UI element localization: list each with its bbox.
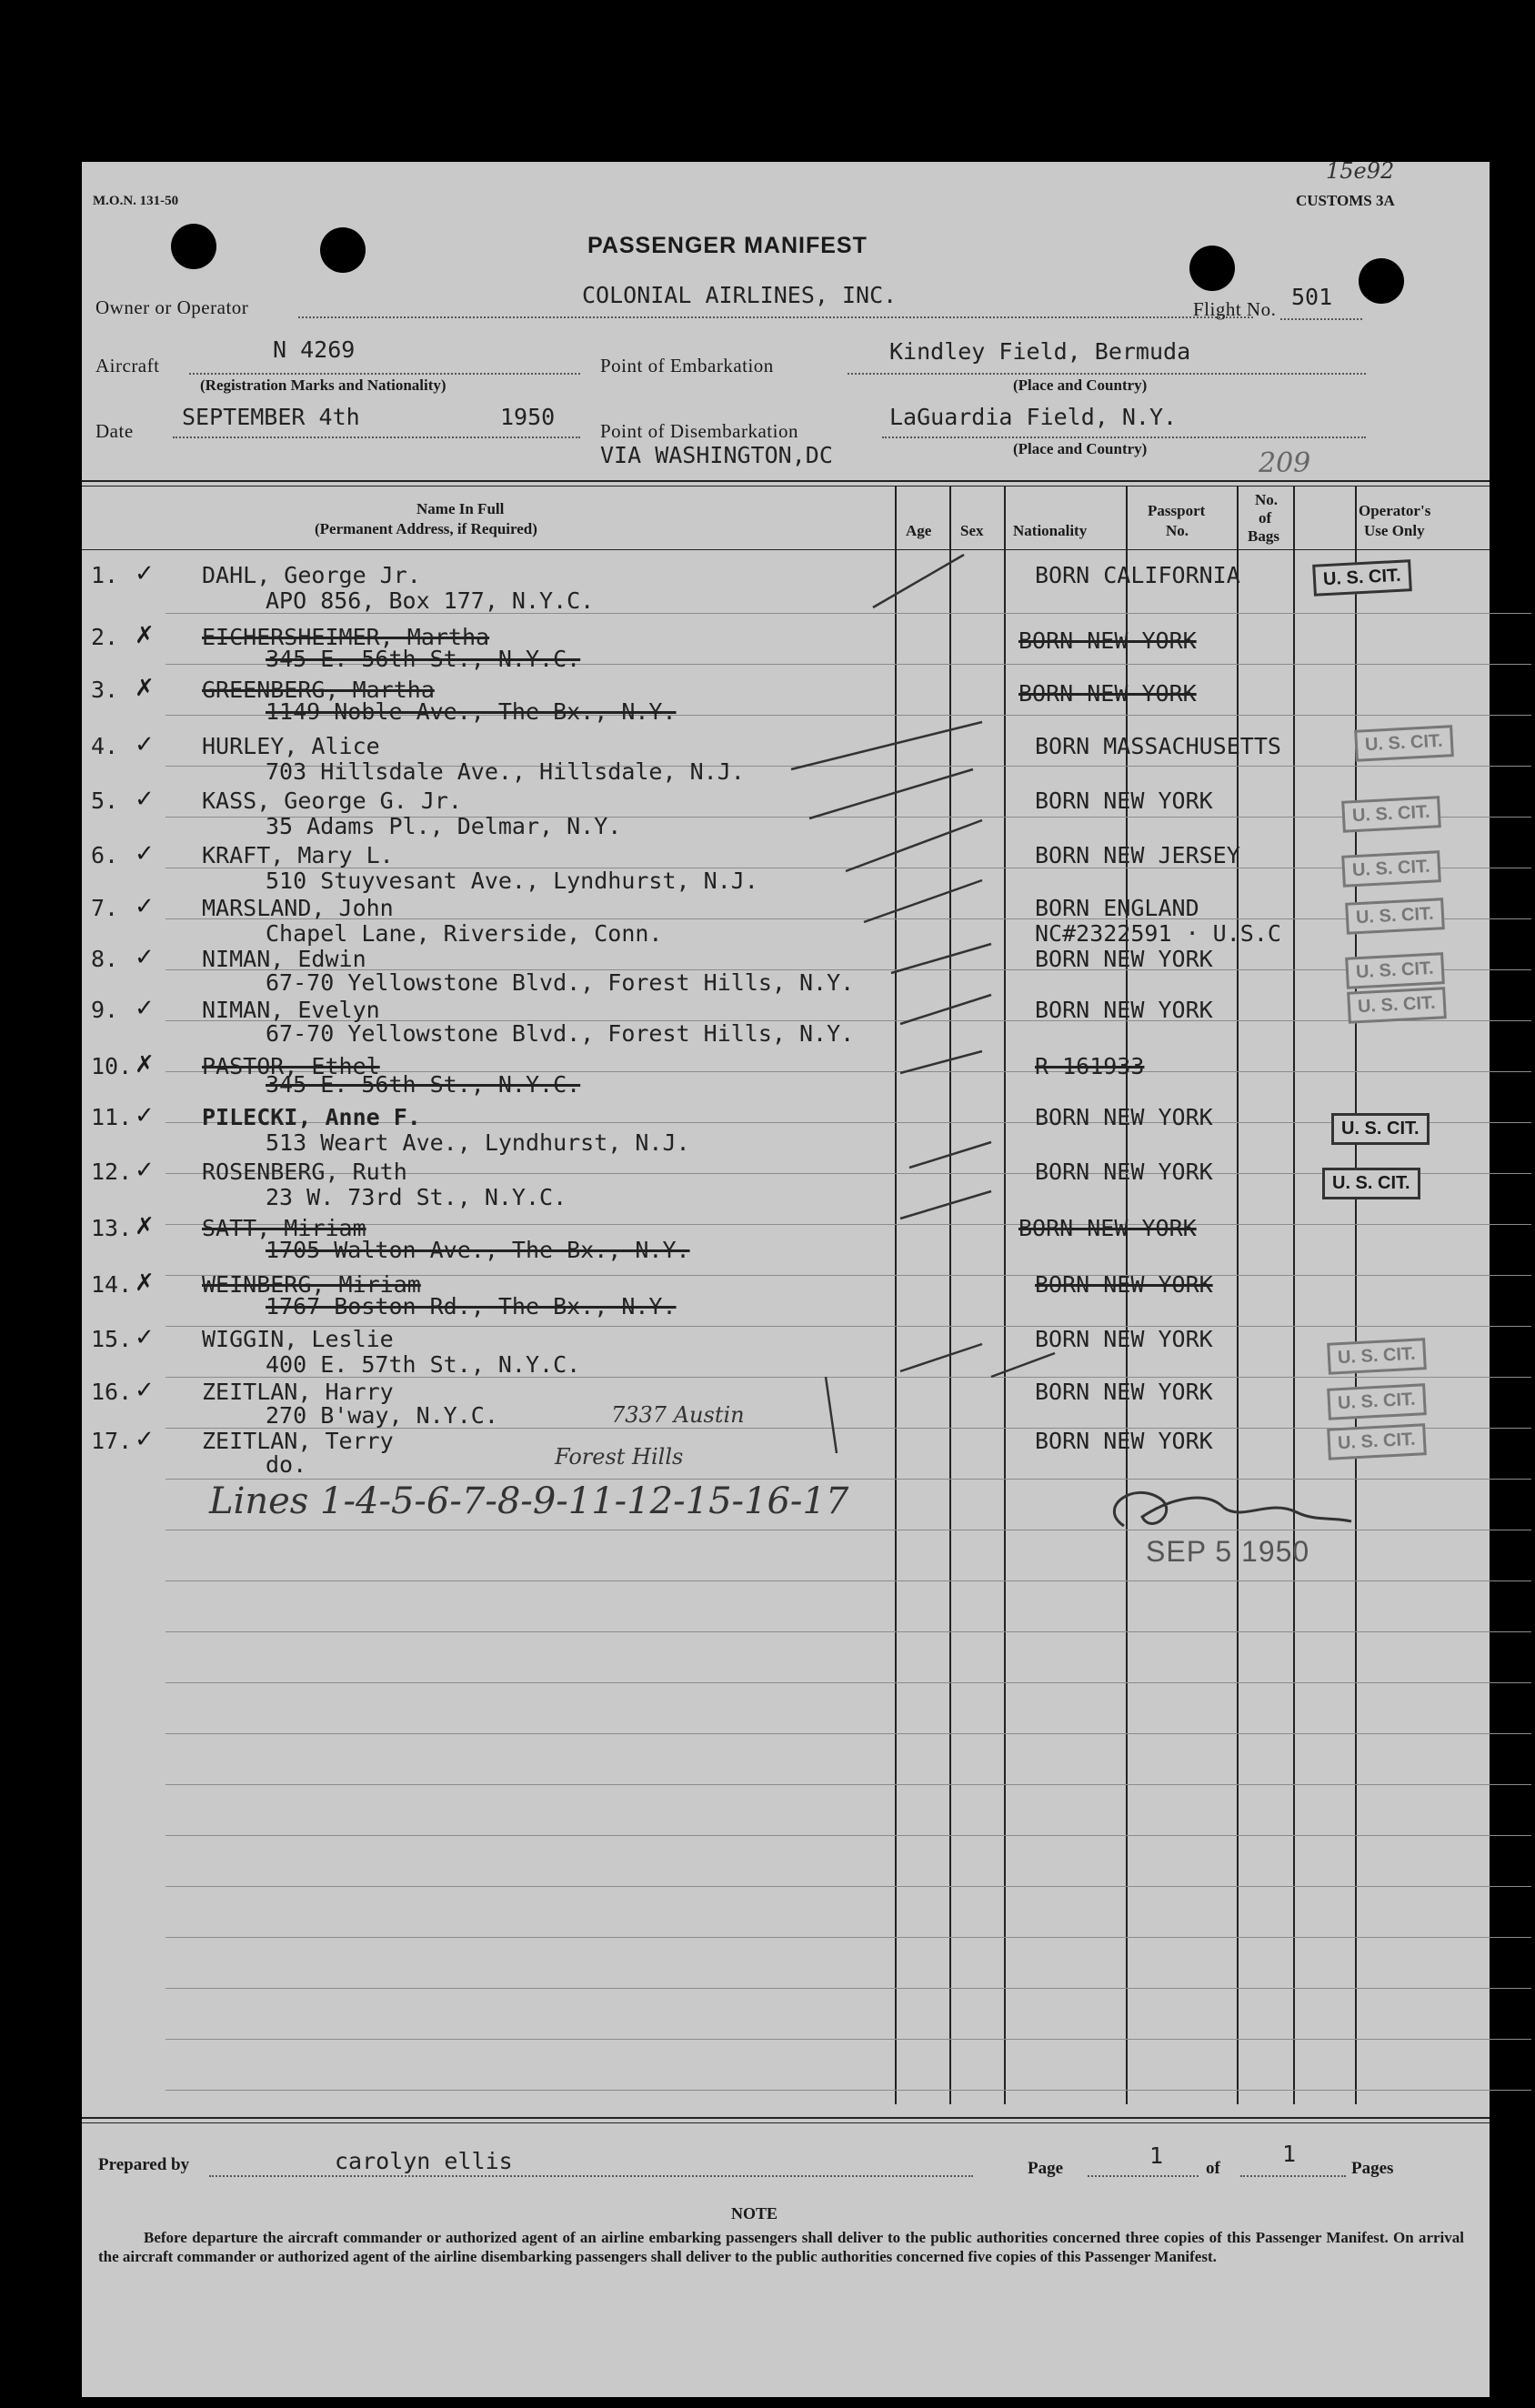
table-row: ✓ 6. KRAFT, Mary L. 510 Stuyvesant Ave., Lyndhurst, N.J. BORN NEW JERSEY U. S. CIT. [82, 842, 1490, 897]
table-row: ✓ 16. ZEITLAN, Harry 270 B'way, N.Y.C. 7337 Austin BORN NEW YORK U. S. CIT. [82, 1379, 1490, 1430]
owner-value: COLONIAL AIRLINES, INC. [582, 282, 898, 308]
column-bags-of: of [1259, 509, 1272, 527]
date-year: 1950 [500, 404, 556, 430]
pages-label: Pages [1351, 2159, 1394, 2178]
row-number: 11. [91, 1104, 133, 1130]
passenger-name: GREENBERG, Martha [202, 677, 435, 703]
passenger-name: ZEITLAN, Harry [202, 1379, 394, 1405]
prepared-by-value: carolyn ellis [335, 2148, 513, 2174]
passenger-name: ZEITLAN, Terry [202, 1428, 394, 1454]
passenger-name: WEINBERG, Miriam [202, 1271, 421, 1298]
passenger-name: KRAFT, Mary L. [202, 842, 394, 868]
row-number: 5. [91, 788, 119, 814]
us-citizen-stamp: U. S. CIT. [1327, 1423, 1426, 1460]
manifest-paper [82, 158, 1490, 2397]
us-citizen-stamp: U. S. CIT. [1347, 987, 1446, 1024]
embarkation-label: Point of Embarkation [600, 355, 774, 376]
aircraft-subtitle: (Registration Marks and Nationality) [200, 376, 446, 394]
passenger-address: 1767 Boston Rd., The Bx., N.Y. [266, 1293, 677, 1319]
table-row: ✓ 1. DAHL, George Jr. APO 856, Box 177, N.Y.C. BORN CALIFORNIA U. S. CIT. [82, 562, 1490, 617]
disembarkation-label: Point of Disembarkation [600, 420, 798, 442]
passenger-nationality: BORN NEW YORK [1035, 1104, 1213, 1130]
page-label: Page [1028, 2159, 1064, 2178]
table-row: ✗ 2. EICHERSHEIMER, Martha 345 E. 56th St., N.Y.C. BORN NEW YORK [91, 622, 1197, 672]
table-row: ✓ 12. ROSENBERG, Ruth 23 W. 73rd St., N.Y.C. BORN NEW YORK U. S. CIT. [82, 1159, 1490, 1213]
note-title: NOTE [731, 2204, 778, 2222]
us-citizen-stamp: U. S. CIT. [1345, 898, 1444, 935]
passenger-name: NIMAN, Edwin [202, 946, 366, 972]
passenger-nationality: BORN NEW YORK [1035, 788, 1213, 814]
row-number: 14. [91, 1271, 133, 1298]
embarkation-value: Kindley Field, Bermuda [889, 338, 1191, 365]
table-row: ✓ 9. NIMAN, Evelyn 67-70 Yellowstone Blvd., Forest Hills, N.Y. BORN NEW YORK U. S. CIT. [82, 997, 1490, 1048]
passenger-address: 513 Weart Ave., Lyndhurst, N.J. [266, 1129, 690, 1156]
column-name-subheader: (Permanent Address, if Required) [315, 520, 537, 537]
passenger-name: NIMAN, Evelyn [202, 997, 380, 1023]
row-number: 17. [91, 1428, 133, 1454]
row-number: 4. [91, 733, 119, 759]
passenger-passport: NC#2322591 · U.S.C [1035, 920, 1281, 947]
row-number: 3. [91, 677, 119, 703]
passenger-name: PILECKI, Anne F. [202, 1104, 421, 1130]
owner-label: Owner or Operator [95, 296, 249, 318]
aircraft-label: Aircraft [95, 355, 160, 376]
passenger-nationality: BORN NEW YORK [1035, 1159, 1213, 1185]
row-number: 1. [91, 562, 119, 588]
flight-value: 501 [1291, 284, 1333, 310]
embarkation-subtitle: (Place and Country) [1013, 376, 1148, 394]
table-row: ✗ 3. GREENBERG, Martha 1149 Noble Ave., The Bx., N.Y. BORN NEW YORK [91, 675, 1197, 725]
passenger-address: 1705 Walton Ave., The Bx., N.Y. [266, 1237, 690, 1263]
us-citizen-stamp: U. S. CIT. [1322, 1168, 1420, 1199]
handwritten-strokes [82, 162, 1490, 1526]
us-citizen-stamp: U. S. CIT. [1345, 952, 1444, 989]
passenger-name: EICHERSHEIMER, Martha [202, 624, 490, 650]
passenger-name: MARSLAND, John [202, 895, 394, 921]
passenger-address: 703 Hillsdale Ave., Hillsdale, N.J. [266, 758, 745, 785]
row-number: 6. [91, 842, 119, 868]
received-date-stamp: SEP 5 1950 [1146, 1535, 1310, 1568]
table-row: ✓ 15. WIGGIN, Leslie 400 E. 57th St., N.Y.C. BORN NEW YORK U. S. CIT. [82, 1326, 1490, 1380]
us-citizen-stamp: U. S. CIT. [1354, 725, 1453, 762]
note-text: Before departure the aircraft commander or authorized agent of an airline embarking passengers shall deliver to the public authorities concerned three copies of this Passenger Manifest. On arrival the aircraft commander or authorized agent of the airline disembarking passengers shall deliver to the public authorities concerned five copies of this Passenger Manifest. [98, 2229, 1464, 2265]
page-title: PASSENGER MANIFEST [587, 233, 868, 258]
passenger-nationality: BORN NEW YORK [1035, 997, 1213, 1023]
us-citizen-stamp: U. S. CIT. [1312, 559, 1411, 597]
column-passport-header: Passport [1148, 502, 1206, 519]
us-citizen-stamp: U. S. CIT. [1341, 850, 1440, 888]
passenger-nationality: BORN NEW YORK [1035, 946, 1213, 972]
passenger-nationality: BORN NEW YORK [1018, 627, 1197, 654]
row-number: 15. [91, 1326, 133, 1352]
of-value: 1 [1282, 2141, 1297, 2167]
via-value: VIA WASHINGTON,DC [600, 442, 833, 468]
row-number: 8. [91, 946, 119, 972]
row-number: 10. [91, 1053, 133, 1079]
signature [1088, 1471, 1360, 1544]
us-citizen-stamp: U. S. CIT. [1341, 796, 1440, 833]
us-citizen-stamp: U. S. CIT. [1327, 1383, 1426, 1420]
passenger-address: Chapel Lane, Riverside, Conn. [266, 920, 663, 947]
column-sex-header: Sex [960, 522, 984, 539]
passenger-nationality: BORN NEW YORK [1035, 1379, 1213, 1405]
us-citizen-stamp: U. S. CIT. [1331, 1113, 1430, 1145]
passenger-name: PASTOR, Ethel [202, 1053, 380, 1079]
column-bags-subheader: Bags [1248, 527, 1279, 545]
passenger-address: 1149 Noble Ave., The Bx., N.Y. [266, 698, 677, 725]
column-passport-subheader: No. [1166, 522, 1189, 539]
passenger-name: SATT, Miriam [202, 1215, 366, 1241]
column-operator-subheader: Use Only [1364, 522, 1425, 539]
row-number: 9. [91, 997, 119, 1023]
table-row: ✓ 17. ZEITLAN, Terry do. Forest Hills BORN NEW YORK U. S. CIT. [82, 1428, 1490, 1479]
passenger-address: 67-70 Yellowstone Blvd., Forest Hills, N.Y. [266, 969, 855, 996]
passenger-name: KASS, George G. Jr. [202, 788, 462, 814]
passenger-nationality: R-161933 [1035, 1053, 1145, 1079]
aircraft-value: N 4269 [273, 336, 356, 363]
page-value: 1 [1149, 2142, 1164, 2169]
corner-handwritten-note: 15e92 [1326, 158, 1395, 184]
form-number: M.O.N. 131-50 [93, 194, 179, 208]
disembarkation-subtitle: (Place and Country) [1013, 440, 1148, 457]
date-label: Date [95, 420, 134, 442]
passenger-nationality: BORN NEW YORK [1018, 1215, 1197, 1241]
handwritten-address: 7337 Austin [611, 1402, 745, 1428]
table-row: ✗ 13. SATT, Miriam 1705 Walton Ave., The Bx., N.Y. BORN NEW YORK [91, 1213, 1197, 1263]
table-row: ✓ 11. PILECKI, Anne F. 513 Weart Ave., Lyndhurst, N.J. BORN NEW YORK U. S. CIT. [82, 1104, 1490, 1159]
customs-form-type: CUSTOMS 3A [1296, 192, 1395, 209]
passenger-nationality: BORN MASSACHUSETTS [1035, 733, 1281, 759]
passenger-nationality: BORN NEW YORK [1035, 1326, 1213, 1352]
table-row: ✓ 5. KASS, George G. Jr. 35 Adams Pl., Delmar, N.Y. BORN NEW YORK U. S. CIT. [82, 788, 1490, 842]
of-label: of [1206, 2159, 1220, 2178]
column-name-header: Name In Full [416, 500, 505, 517]
passenger-nationality: BORN NEW JERSEY [1035, 842, 1240, 868]
table-row: ✓ 8. NIMAN, Edwin 67-70 Yellowstone Blvd., Forest Hills, N.Y. BORN NEW YORK U. S. CIT. [82, 946, 1490, 997]
column-bags-header: No. [1255, 491, 1279, 508]
passenger-nationality: BORN NEW YORK [1018, 680, 1197, 707]
passenger-address: 400 E. 57th St., N.Y.C. [266, 1351, 581, 1378]
passenger-nationality: BORN CALIFORNIA [1035, 562, 1240, 588]
row-number: 2. [91, 624, 119, 650]
passenger-address: 67-70 Yellowstone Blvd., Forest Hills, N.Y. [266, 1020, 855, 1047]
passenger-address: do. [266, 1451, 307, 1478]
passenger-nationality: BORN NEW YORK [1035, 1428, 1213, 1454]
passenger-address: 345 E. 56th St., N.Y.C. [266, 646, 581, 672]
passenger-address: 510 Stuyvesant Ave., Lyndhurst, N.J. [266, 868, 758, 894]
table-row: ✓ 7. MARSLAND, John Chapel Lane, Riverside, Conn. BORN ENGLAND NC#2322591 · U.S.C U. S. CIT. [82, 895, 1490, 949]
column-age-header: Age [906, 522, 932, 539]
handwritten-lines-note: Lines 1-4-5-6-7-8-9-11-12-15-16-17 [209, 1480, 849, 1522]
disembarkation-value: LaGuardia Field, N.Y. [889, 404, 1178, 430]
column-operator-header: Operator's [1359, 502, 1431, 519]
table-row: ✗ 14. WEINBERG, Miriam 1767 Boston Rd., The Bx., N.Y. BORN NEW YORK [91, 1269, 1213, 1319]
row-number: 13. [91, 1215, 133, 1241]
page-number-note: 209 [1259, 447, 1311, 479]
passenger-name: WIGGIN, Leslie [202, 1326, 394, 1352]
passenger-address: 23 W. 73rd St., N.Y.C. [266, 1184, 567, 1210]
column-nationality-header: Nationality [1013, 522, 1088, 539]
row-number: 16. [91, 1379, 133, 1405]
passenger-address: 270 B'way, N.Y.C. [266, 1402, 498, 1429]
table-row: ✗ 10. PASTOR, Ethel 345 E. 56th St., N.Y.C. R-161933 [91, 1051, 1145, 1098]
passenger-nationality: BORN ENGLAND [1035, 895, 1199, 921]
passenger-address: 35 Adams Pl., Delmar, N.Y. [266, 813, 622, 839]
row-number: 7. [91, 895, 119, 921]
prepared-by-label: Prepared by [98, 2155, 190, 2174]
passenger-address: 345 E. 56th St., N.Y.C. [266, 1071, 581, 1098]
passenger-nationality: BORN NEW YORK [1035, 1271, 1213, 1298]
flight-label: Flight No. [1193, 298, 1277, 320]
passenger-name: HURLEY, Alice [202, 733, 380, 759]
handwritten-city: Forest Hills [555, 1444, 684, 1470]
table-row: ✓ 4. HURLEY, Alice 703 Hillsdale Ave., Hillsdale, N.J. BORN MASSACHUSETTS U. S. CIT. [82, 733, 1490, 788]
passenger-name: ROSENBERG, Ruth [202, 1159, 407, 1185]
passenger-address: APO 856, Box 177, N.Y.C. [266, 587, 595, 614]
us-citizen-stamp: U. S. CIT. [1327, 1338, 1426, 1375]
date-value: SEPTEMBER 4th [182, 404, 360, 430]
row-number: 12. [91, 1159, 133, 1185]
passenger-name: DAHL, George Jr. [202, 562, 421, 588]
